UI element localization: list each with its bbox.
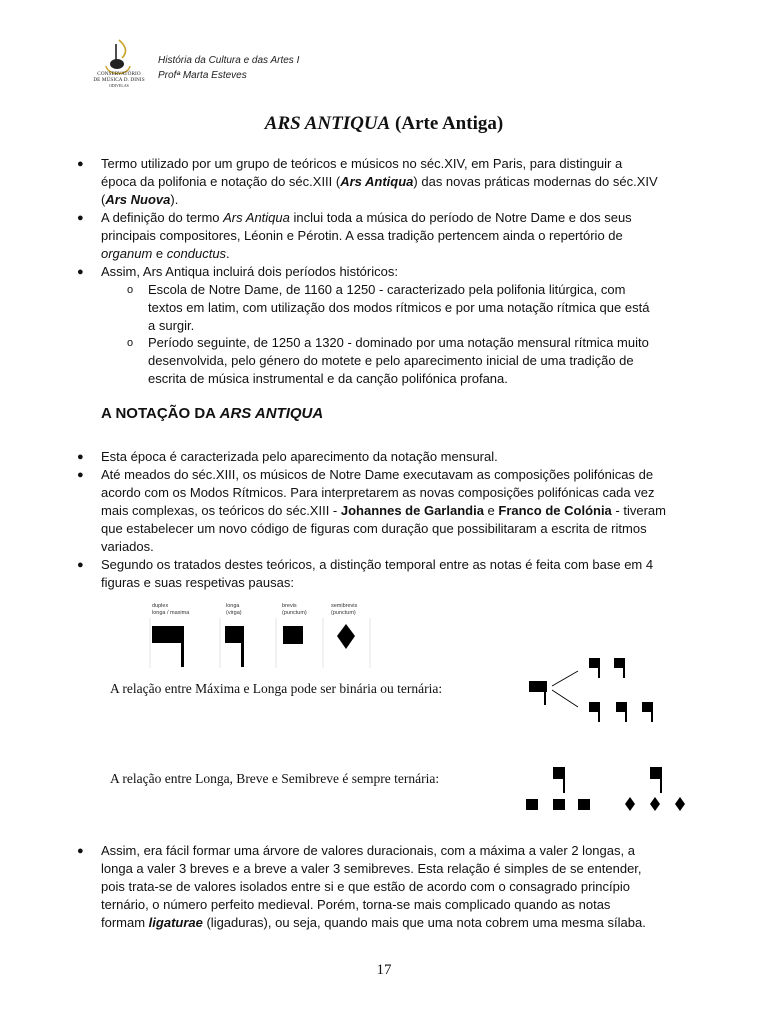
- text-line: Escola de Notre Dame, de 1160 a 1250 - caracterizado pela polifonia litúrgica, com: [148, 282, 626, 297]
- bullet-icon: ●: [77, 451, 84, 463]
- bullet-icon: ●: [77, 469, 84, 481]
- section-heading: A NOTAÇÃO DA ARS ANTIQUA: [101, 405, 324, 422]
- closing-paragraph: [101, 842, 704, 932]
- text-line: mais complexas, os teóricos do séc.XIII - Johannes de Garlandia e Franco de Colónia - tiveram: [101, 503, 666, 518]
- longa-breve-semibreve-tree: [518, 762, 694, 816]
- brevis-label: brevis (punctum): [282, 603, 307, 616]
- notation-paragraph-1: Esta época é caracterizada pelo aparecimento da notação mensural.: [101, 449, 498, 464]
- circle-bullet-icon: o: [127, 337, 134, 349]
- text-line: formam ligaturae (ligaduras), ou seja, quando mais que uma nota cobrem uma mesma sílaba.: [101, 915, 646, 930]
- text-line: escrita de música instrumental e da canção polifónica profana.: [148, 371, 508, 386]
- text-line: organum e conductus.: [101, 246, 230, 261]
- text-line: ternário, o número perfeito medieval. Porém, torna-se mais complicado quando as notas: [101, 897, 611, 912]
- text-line: longa a valer 3 breves e a breve a valer 3 semibreves. Esta relação é simples de se entender,: [101, 861, 642, 876]
- text-line: época da polifonia e notação do séc.XIII (Ars Antiqua) das novas práticas modernas do séc.XIV: [101, 174, 658, 189]
- longa-caption: A relação entre Longa, Breve e Semibreve é sempre ternária:: [110, 771, 440, 786]
- text-line: pois trata-se de valores isolados entre si e que estão de acordo com o consagrado princípio: [101, 879, 630, 894]
- note-figures: [148, 618, 378, 670]
- semibrevis-note: [337, 624, 355, 649]
- logo-wordmark: [84, 71, 154, 90]
- course-name: História da Cultura e das Artes I: [158, 55, 300, 66]
- text-line: acordo com os Modos Rítmicos. Para interpretarem as novas composições polifónicas cada vez: [101, 485, 655, 500]
- page-title: [0, 113, 768, 135]
- text-line: que estabelecer um novo código de figuras com duração que possibilitaram a escrita de ritmos: [101, 521, 647, 536]
- text-line: Segundo os tratados destes teóricos, a distinção temporal entre as notas é feita com base em 4: [101, 557, 654, 572]
- title-portuguese: (Arte Antiga): [395, 113, 504, 134]
- bullet-icon: ●: [77, 559, 84, 571]
- logo-line-1: CONSERVATÓRIO: [97, 71, 141, 77]
- intro-paragraph-2: [101, 209, 704, 263]
- period-2: [148, 334, 704, 388]
- longa-note: [225, 626, 243, 643]
- bullet-icon: ●: [77, 845, 84, 857]
- brevis-note: [283, 626, 303, 644]
- text-line: a surgir.: [148, 318, 195, 333]
- maxima-caption: A relação entre Máxima e Longa pode ser binária ou ternária:: [110, 681, 443, 696]
- teacher-name: Profª Marta Esteves: [158, 70, 247, 81]
- text-line: desenvolvida, pelo género do motete e pelo aparecimento inicial de uma tradição de: [148, 353, 634, 368]
- text-line: variados.: [101, 539, 154, 554]
- intro-paragraph-1: [101, 155, 704, 209]
- bullet-icon: ●: [77, 158, 84, 170]
- logo-line-3: ODIVELAS: [109, 84, 129, 89]
- maxima-longa-tree: [526, 652, 662, 730]
- page-number: 17: [376, 962, 392, 978]
- circle-bullet-icon: o: [127, 284, 134, 296]
- text-line: textos em latim, com utilização dos modos rítmicos e por uma notação rítmica que está: [148, 300, 650, 315]
- header-info: [158, 53, 299, 83]
- text-line: Assim, era fácil formar uma árvore de valores duracionais, com a máxima a valer 2 longas, a: [101, 843, 635, 858]
- logo-line-2: DE MÚSICA D. DINIS: [93, 77, 145, 84]
- period-1: [148, 281, 704, 335]
- bullet-icon: ●: [77, 266, 84, 278]
- title-latin: ARS ANTIQUA: [264, 113, 391, 134]
- intro-paragraph-3: Assim, Ars Antiqua incluirá dois períodos históricos:: [101, 264, 398, 279]
- text-line: Período seguinte, de 1250 a 1320 - dominado por uma notação mensural rítmica muito: [148, 335, 649, 350]
- text-line: Até meados do séc.XIII, os músicos de Notre Dame executavam as composições polifónicas de: [101, 467, 654, 482]
- semibrevis-label: semibrevis (punctum): [331, 603, 358, 616]
- duplex-label: duplex longa / maxima: [152, 603, 190, 616]
- notation-paragraph-2: [101, 466, 704, 556]
- bullet-icon: ●: [77, 212, 84, 224]
- maxima-note: [152, 626, 184, 643]
- text-line: principais compositores, Léonin e Pérotin. A essa tradição pertencem ainda o repertório de: [101, 228, 623, 243]
- text-line: figuras e suas respetivas pausas:: [101, 575, 294, 590]
- text-line: A definição do termo Ars Antiqua inclui toda a música do período de Notre Dame e dos seus: [101, 210, 632, 225]
- text-line: (Ars Nuova).: [101, 192, 179, 207]
- longa-label: longa (virga): [226, 603, 242, 616]
- notation-paragraph-3: [101, 556, 704, 592]
- text-line: Termo utilizado por um grupo de teóricos e músicos no séc.XIV, em Paris, para distinguir a: [101, 156, 623, 171]
